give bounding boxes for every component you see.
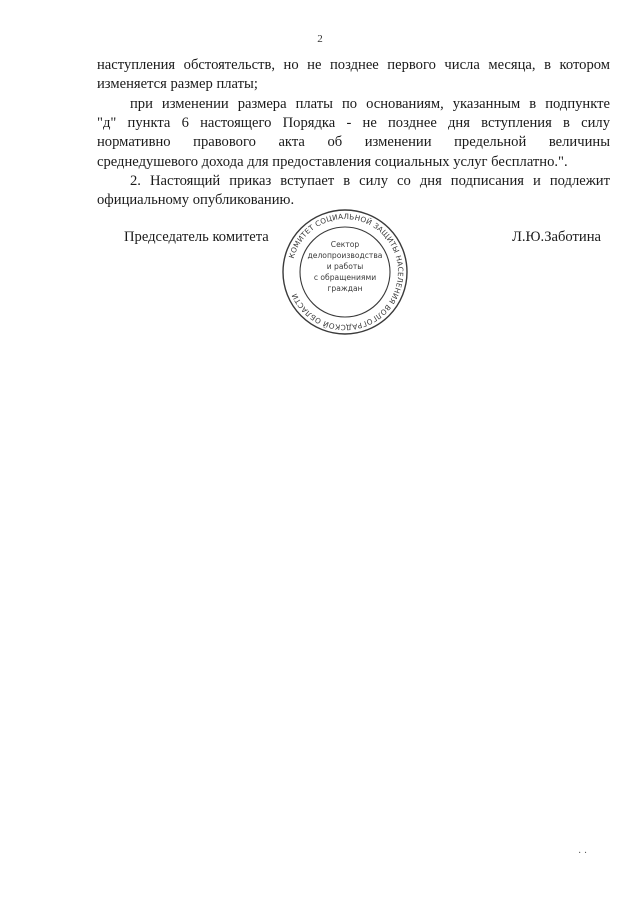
text-line: 2. Настоящий приказ вступает в силу со дня подписания и подлежит <box>130 172 610 189</box>
text-line: наступления обстоятельств, но не позднее первого числа месяца, в котором <box>97 57 610 73</box>
page-number: 2 <box>317 33 323 45</box>
signature-name: Л.Ю.Заботина <box>512 229 601 245</box>
official-stamp <box>280 207 410 337</box>
text-line: нормативно правового акта об изменении предельной величины <box>97 134 610 151</box>
stamp-center-line: с обращениями <box>313 273 377 282</box>
stamp-ring-text: КОМИТЕТ СОЦИАЛЬНОЙ ЗАЩИТЫ НАСЕЛЕНИЯ ВОЛГОГРАДСКОЙ ОБЛАСТИ <box>286 211 406 333</box>
text-line: официальному опубликованию. <box>97 192 295 209</box>
scan-marks: · · <box>578 848 588 859</box>
stamp-center-line: и работы <box>326 262 364 271</box>
svg-text:КОМИТЕТ СОЦИАЛЬНОЙ ЗАЩИТЫ НАСЕ <box>287 212 405 332</box>
text-line: среднедушевого дохода для предоставления социальных услуг бесплатно.". <box>97 153 568 170</box>
signature-title: Председатель комитета <box>124 229 269 245</box>
stamp-center-line: делопроизводства <box>307 251 383 260</box>
text-line: "д" пункта 6 настоящего Порядка - не позднее дня вступления в силу <box>97 114 610 131</box>
text-line: при изменении размера платы по основаниям, указанным в подпункте <box>130 95 610 112</box>
stamp-center-line: Сектор <box>330 240 360 249</box>
stamp-center-line: граждан <box>327 284 363 293</box>
text-line: изменяется размер платы; <box>97 76 258 93</box>
